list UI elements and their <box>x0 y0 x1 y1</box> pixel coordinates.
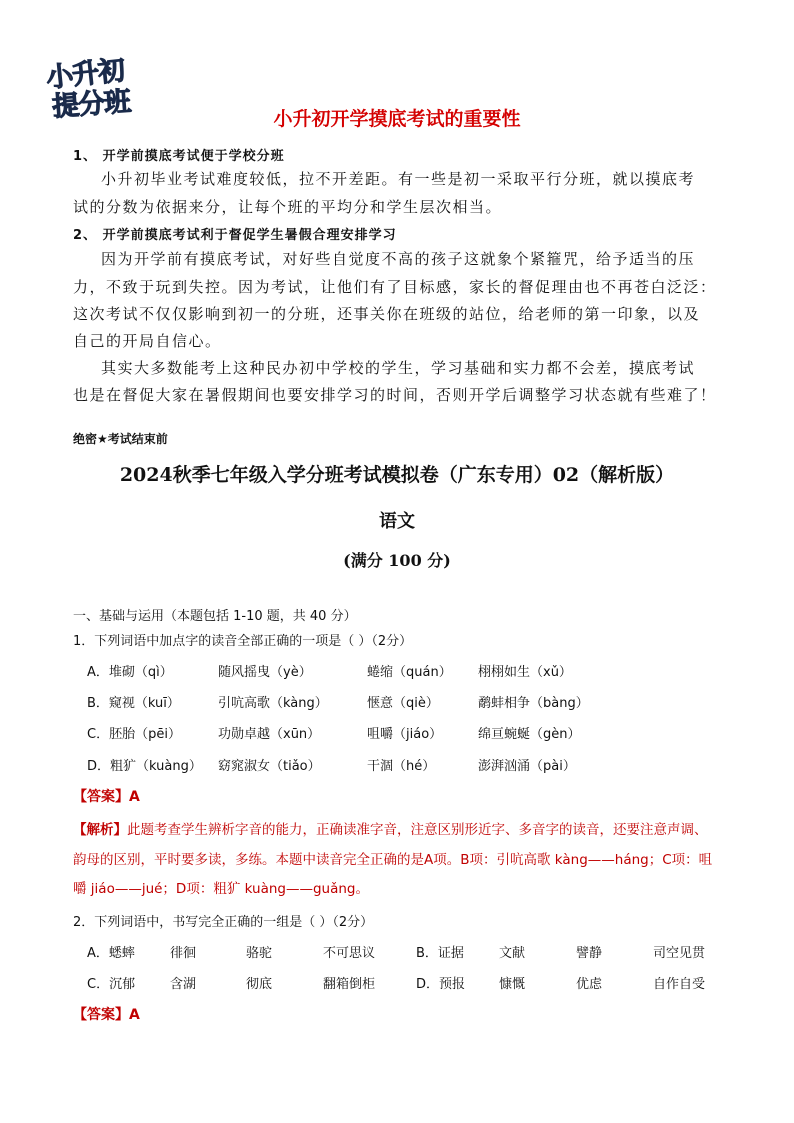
q2-word-d-4: 自作自受 <box>653 977 706 992</box>
q1-option-a-4: 栩栩如生（xǔ） <box>478 665 572 680</box>
logo-line-1: 小升初 <box>44 54 126 94</box>
q1-option-d-3: 干涸（hé） <box>367 759 436 774</box>
q1-option-d-4: 澎湃汹涌（pài） <box>478 759 576 774</box>
q1-option-c-2: 功勋卓越（xūn） <box>218 727 321 742</box>
exam-subject: 语文 <box>379 511 415 532</box>
q2-word-a-3: 骆驼 <box>246 946 273 961</box>
q1-option-c-4: 绵亘蜿蜒（gèn） <box>478 727 581 742</box>
q1-option-c-3: 咀嚼（jiáo） <box>367 727 443 742</box>
q2-word-c-3: 彻底 <box>246 977 273 992</box>
q2-word-c-4: 翻箱倒柜 <box>323 977 376 992</box>
q1-option-d-2: 窈窕淑女（tiǎo） <box>218 759 321 774</box>
answer-label: 【答案】 <box>73 789 129 805</box>
intro-para-2-line-2: 力，不致于玩到失控。因为考试，让他们有了目标感，家长的督促理由也不再苍白泛泛： <box>73 278 717 296</box>
q1-analysis-line-2: 韵母的区别，平时要多读，多练。本题中读音完全正确的是A项。B项：引吭高歌 kàng——háng；C项：咀 <box>73 852 713 868</box>
q1-option-a-3: 蜷缩（quán） <box>367 665 452 680</box>
intro-title: 小升初开学摸底考试的重要性 <box>273 108 521 130</box>
intro-para-1-line-1: 小升初毕业考试难度较低，拉不开差距。有一些是初一采取平行分班，就以摸底考 <box>101 170 696 188</box>
exam-title: 2024秋季七年级入学分班考试模拟卷（广东专用）02（解析版） <box>119 464 675 486</box>
q1-option-b-1: B．窥视（kuī） <box>87 696 180 711</box>
question-2-stem: 2．下列词语中，书写完全正确的一组是（ ）（2分） <box>73 915 374 930</box>
q1-option-d-1: D．粗犷（kuàng） <box>87 759 202 774</box>
question-1-stem: 1．下列词语中加点字的读音全部正确的一项是（ ）（2分） <box>73 634 413 649</box>
intro-para-2-line-3: 这次考试不仅仅影响到初一的分班，还事关你在班级的站位，给老师的第一印象，以及 <box>73 305 701 323</box>
q1-analysis-line-1 <box>73 818 708 838</box>
analysis-label: 【解析】 <box>73 822 127 838</box>
q1-option-a-2: 随风摇曳（yè） <box>218 665 312 680</box>
q2-word-a-2: 徘徊 <box>170 946 197 961</box>
q2-answer <box>73 1004 140 1024</box>
q1-analysis-line-3: 嚼 jiáo——jué；D项：粗犷 kuàng——guǎng。 <box>73 881 370 897</box>
q1-option-b-4: 鹬蚌相争（bàng） <box>478 696 589 711</box>
q1-option-c-1: C．胚胎（pēi） <box>87 727 181 742</box>
q2-word-b-3: 譬静 <box>576 946 603 961</box>
analysis-text-1: 此题考查学生辨析字音的能力，正确读准字音，注意区别形近字、多音字的读音，还要注意声调、 <box>127 822 708 838</box>
q1-option-b-2: 引吭高歌（kàng） <box>218 696 328 711</box>
confidential-label: 绝密★考试结束前 <box>73 432 168 446</box>
q1-answer <box>73 786 140 806</box>
answer-value: A <box>129 789 140 805</box>
q2-word-d-1: D．预报 <box>416 977 466 992</box>
q1-option-b-3: 惬意（qiè） <box>367 696 439 711</box>
intro-para-2-line-1: 因为开学前有摸底考试，对好些自觉度不高的孩子这就象个紧箍咒，给予适当的压 <box>101 250 696 268</box>
q2-word-d-3: 优虑 <box>576 977 603 992</box>
q2-word-b-1: B．证据 <box>416 946 464 961</box>
intro-para-3-line-2: 也是在督促大家在暑假期间也要安排学习的时间，否则开学后调整学习状态就有些难了！ <box>73 386 717 404</box>
q2-word-a-4: 不可思议 <box>323 946 376 961</box>
q1-option-a-1: A．堆砌（qì） <box>87 665 173 680</box>
q2-word-b-2: 文献 <box>499 946 526 961</box>
q2-word-c-2: 含湖 <box>170 977 197 992</box>
intro-para-1-line-2: 试的分数为依据来分，让每个班的平均分和学生层次相当。 <box>73 198 503 216</box>
q2-word-a-1: A．蟋蟀 <box>87 946 135 961</box>
intro-heading-1: 1、 开学前摸底考试便于学校分班 <box>73 149 285 164</box>
section-heading: 一、基础与运用（本题包括 1-10 题，共 40 分） <box>73 609 357 624</box>
intro-heading-2: 2、 开学前摸底考试利于督促学生暑假合理安排学习 <box>73 228 397 243</box>
exam-score: (满分 100 分) <box>343 551 451 570</box>
q2-word-c-1: C．沉郁 <box>87 977 136 992</box>
q2-word-d-2: 慷慨 <box>499 977 526 992</box>
answer-value: A <box>129 1007 140 1023</box>
q2-word-b-4: 司空见贯 <box>653 946 706 961</box>
logo-line-2: 提分班 <box>51 86 132 123</box>
answer-label: 【答案】 <box>73 1007 129 1023</box>
intro-para-2-line-4: 自己的开局自信心。 <box>73 332 222 350</box>
intro-para-3-line-1: 其实大多数能考上这种民办初中学校的学生，学习基础和实力都不会差，摸底考试 <box>101 359 696 377</box>
